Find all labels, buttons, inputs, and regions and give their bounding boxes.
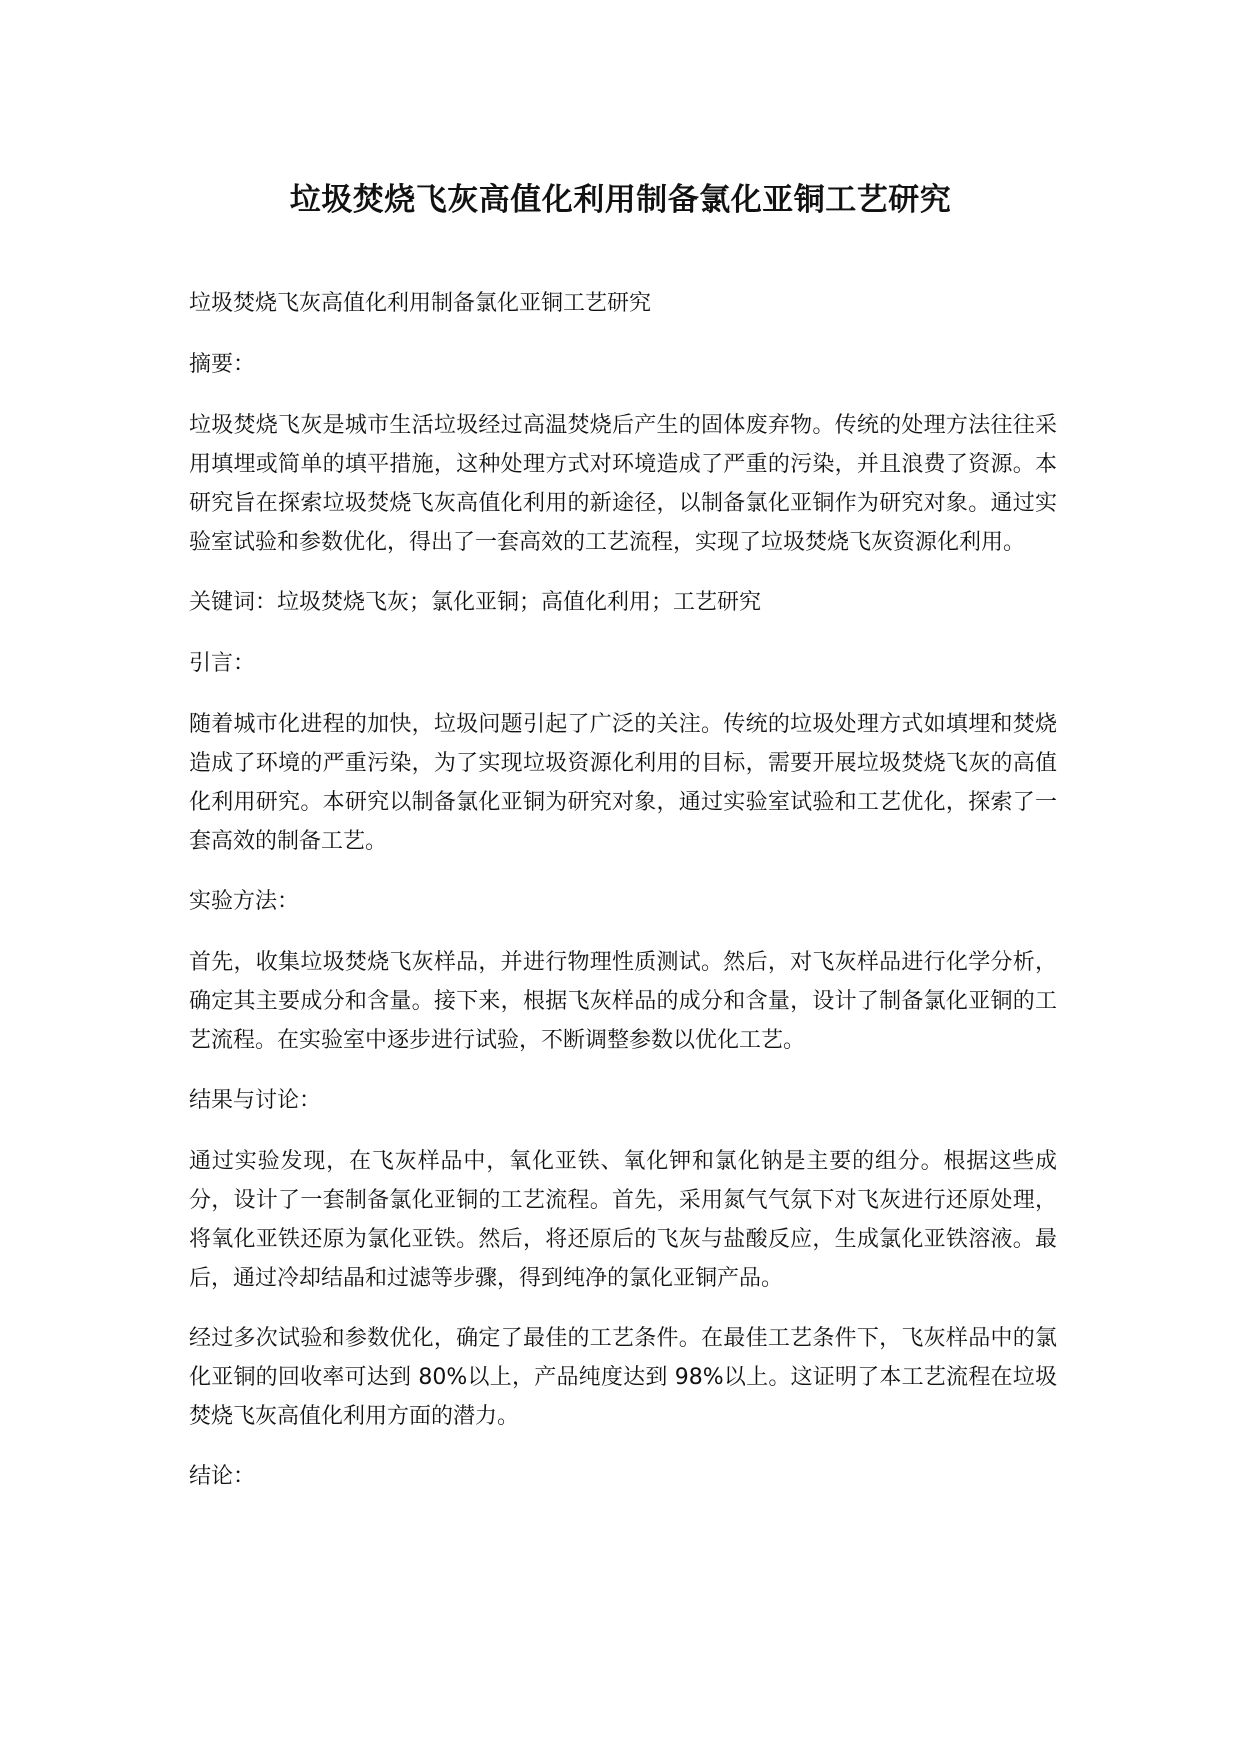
method-heading: 实验方法：	[189, 889, 300, 914]
keywords-line: 关键词：垃圾焚烧飞灰；氯化亚铜；高值化利用；工艺研究	[189, 590, 762, 615]
method-paragraph: 首先，收集垃圾焚烧飞灰样品，并进行物理性质测试。然后，对飞灰样品进行化学分析，确定其主要成分和含量。接下来，根据飞灰样品的成分和含量，设计了制备氯化亚铜的工艺流程。在实验室中逐步进行试验，不断调整参数以优化工艺。	[189, 950, 1057, 1053]
subtitle: 垃圾焚烧飞灰高值化利用制备氯化亚铜工艺研究	[189, 291, 652, 316]
results-heading: 结果与讨论：	[189, 1088, 322, 1113]
document-body	[189, 284, 1057, 1518]
document-title: 垃圾焚烧飞灰高值化利用制备氯化亚铜工艺研究	[289, 182, 952, 218]
results-paragraph-2: 经过多次试验和参数优化，确定了最佳的工艺条件。在最佳工艺条件下，飞灰样品中的氯化亚铜的回收率可达到 80%以上，产品纯度达到 98%以上。这证明了本工艺流程在垃圾焚烧飞灰高值化利用方面的潜力。	[189, 1326, 1057, 1429]
abstract-paragraph: 垃圾焚烧飞灰是城市生活垃圾经过高温焚烧后产生的固体废弃物。传统的处理方法往往采用填埋或简单的填平措施，这种处理方式对环境造成了严重的污染，并且浪费了资源。本研究旨在探索垃圾焚烧飞灰高值化利用的新途径，以制备氯化亚铜作为研究对象。通过实验室试验和参数优化，得出了一套高效的工艺流程，实现了垃圾焚烧飞灰资源化利用。	[189, 413, 1057, 555]
intro-paragraph: 随着城市化进程的加快，垃圾问题引起了广泛的关注。传统的垃圾处理方式如填埋和焚烧造成了环境的严重污染，为了实现垃圾资源化利用的目标，需要开展垃圾焚烧飞灰的高值化利用研究。本研究以制备氯化亚铜为研究对象，通过实验室试验和工艺优化，探索了一套高效的制备工艺。	[189, 712, 1057, 854]
abstract-heading: 摘要：	[189, 352, 256, 377]
results-paragraph-1: 通过实验发现，在飞灰样品中，氧化亚铁、氧化钾和氯化钠是主要的组分。根据这些成分，设计了一套制备氯化亚铜的工艺流程。首先，采用氮气气氛下对飞灰进行还原处理，将氧化亚铁还原为氯化亚铁。然后，将还原后的飞灰与盐酸反应，生成氯化亚铁溶液。最后，通过冷却结晶和过滤等步骤，得到纯净的氯化亚铜产品。	[189, 1149, 1057, 1291]
conclusion-heading: 结论：	[189, 1464, 256, 1489]
intro-heading: 引言：	[189, 651, 256, 676]
